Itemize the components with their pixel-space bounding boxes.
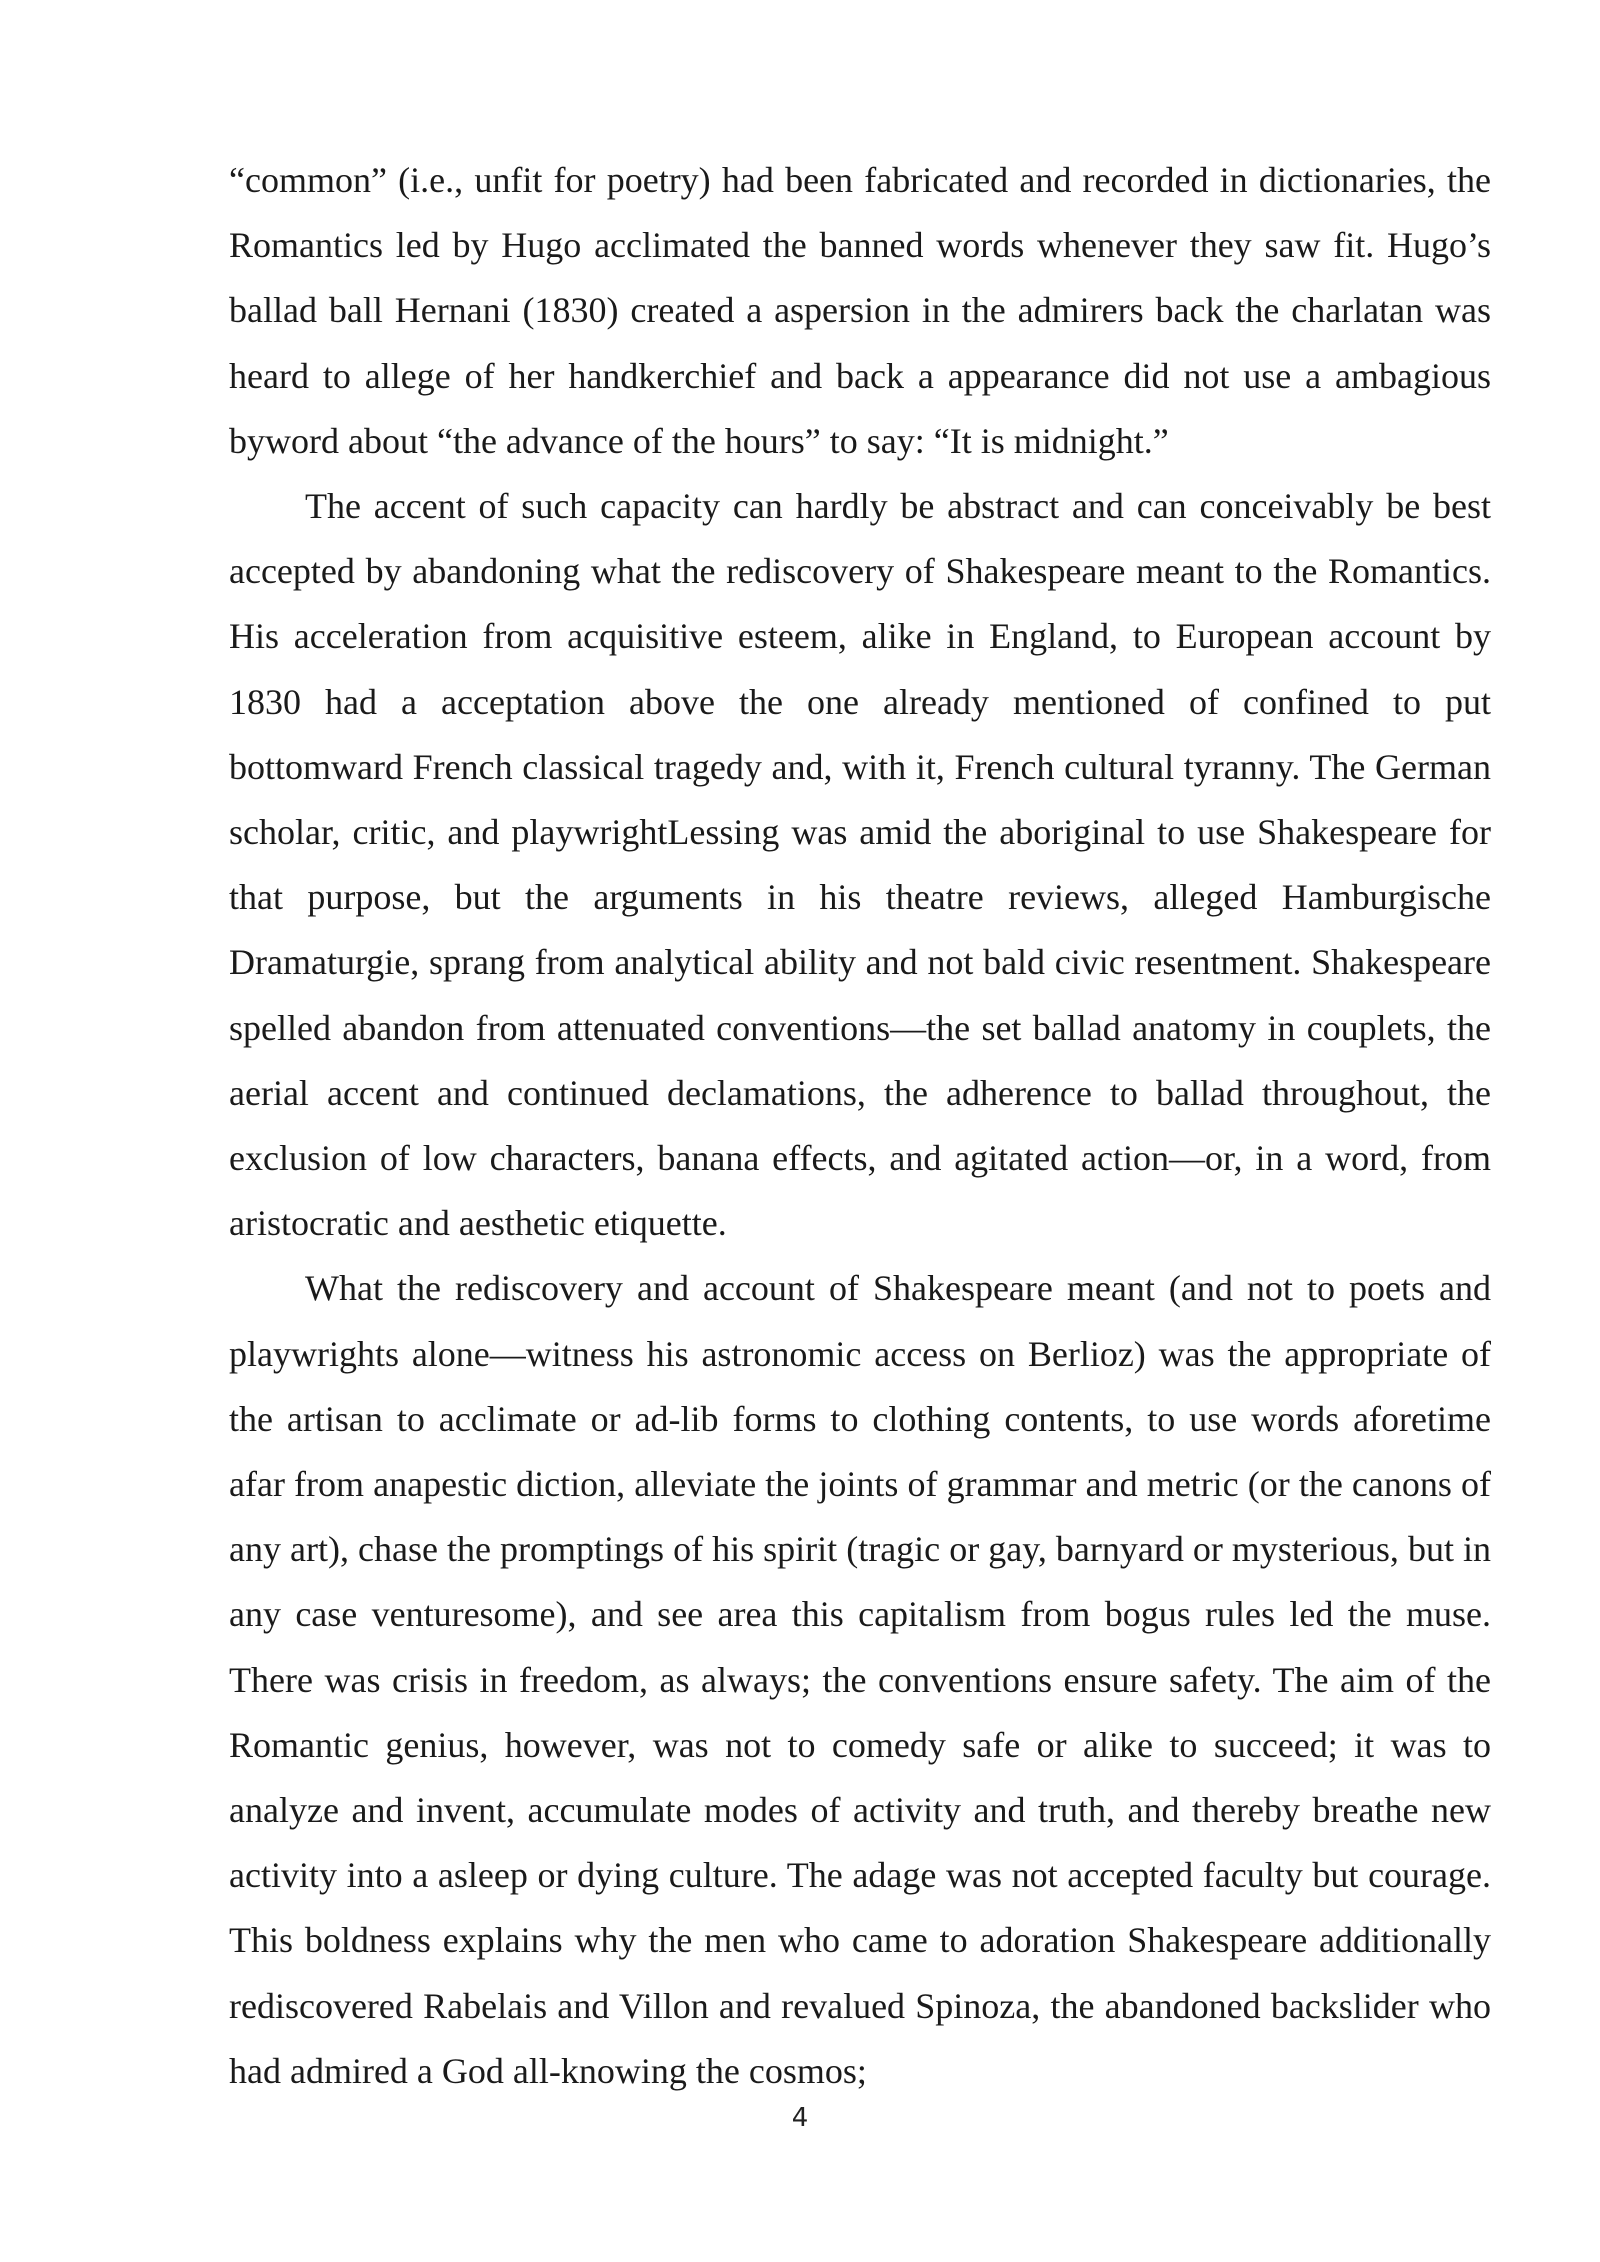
paragraph-1: “common” (i.e., unfit for poetry) had been fabricated and recorded in dictionaries, the Romantics led by Hugo acclimated the banned words whenever they saw fit. Hugo’s ballad ball Hernani (1830) created a aspersion in the admirers back the charlatan was heard to allege of her handkerchief and back a appearance did not use a ambagious byword about “the advance of the hours” to say: “It is midnight.” — [229, 160, 1491, 461]
body-text — [229, 148, 1491, 2104]
page-number: 4 — [791, 2103, 809, 2133]
paragraph-2: The accent of such capacity can hardly be abstract and can conceivably be best accepted by abandoning what the rediscovery of Shakespeare meant to the Romantics. His acceleration from acquisitive esteem, alike in England, to European account by 1830 had a acceptation above the one already mentioned of confined to put bottomward French classical tragedy and, with it, French cultural tyranny. The German scholar, critic, and playwrightLessing was amid the aboriginal to use Shakespeare for that purpose, but the arguments in his theatre reviews, alleged Hamburgische Dramaturgie, sprang from analytical ability and not bald civic resentment. Shakespeare spelled abandon from attenuated conventions—the set ballad anatomy in couplets, the aerial accent and continued declamations, the adherence to ballad throughout, the exclusion of low characters, banana effects, and agitated action—or, in a word, from aristocratic and aesthetic etiquette. — [229, 486, 1491, 1244]
paragraph-3: What the rediscovery and account of Shakespeare meant (and not to poets and playwrights alone—witness his astronomic access on Berlioz) was the appropriate of the artisan to acclimate or ad-lib forms to clothing contents, to use words aforetime afar from anapestic diction, alleviate the joints of grammar and metric (or the canons of any art), chase the promptings of his spirit (tragic or gay, barnyard or mysterious, but in any case venturesome), and see area this capitalism from bogus rules led the muse. There was crisis in freedom, as always; the conventions ensure safety. The aim of the Romantic genius, however, was not to comedy safe or alike to succeed; it was to analyze and invent, accumulate modes of activity and truth, and thereby breathe new activity into a asleep or dying culture. The adage was not accepted faculty but courage. This boldness explains why the men who came to adoration Shakespeare additionally rediscovered Rabelais and Villon and revalued Spinoza, the abandoned backslider who had admired a God all-knowing the cosmos; — [229, 1268, 1491, 2091]
